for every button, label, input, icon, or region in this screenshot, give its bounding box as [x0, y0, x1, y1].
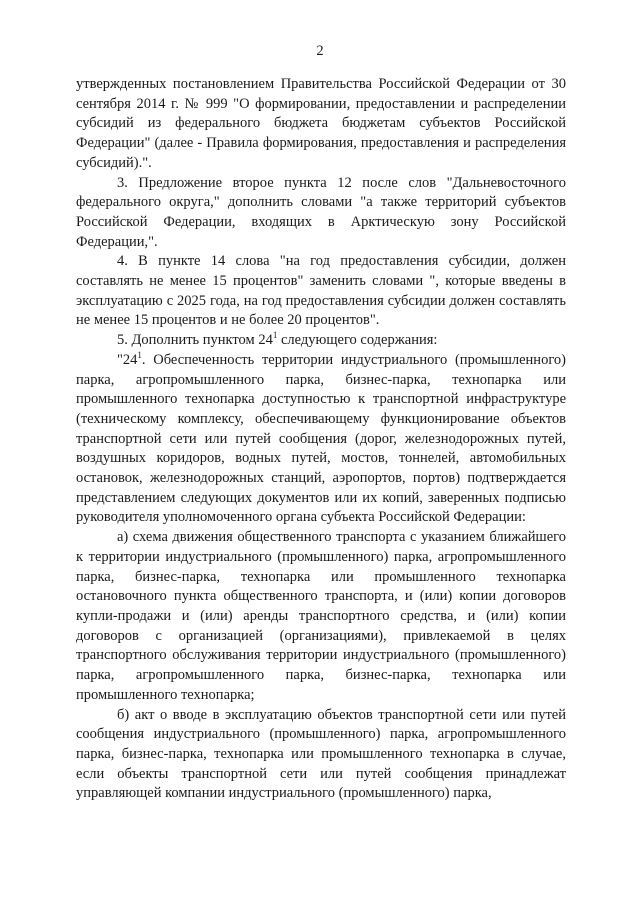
paragraph-subitem-b: б) акт о вводе в эксплуатацию объектов транспортной сети или путей сообщения индустриального (промышленного) парка, агропромышленного парка, бизнес-парка, технопарка или промышленного технопарка в случае, если объекты транспортной сети или путей сообщения принадлежат управляющей компании индустриального (промышленного) парка,: [76, 706, 566, 802]
paragraph-item-5-text-start: 5. Дополнить пунктом 24: [117, 332, 273, 349]
paragraph-item-4: 4. В пункте 14 слова "на год предоставления субсидии, должен составлять не менее 15 процентов" заменить словами ", которые введены в эксплуатацию с 2025 года, на год предоставления субсидии должен составлять не менее 15 процентов и не более 20 процентов".: [76, 253, 566, 329]
page-number: 2: [316, 43, 324, 59]
superscript-one: 1: [272, 330, 278, 341]
paragraph-item-24-1-text-start: "24: [117, 351, 138, 368]
paragraph-continuation: утвержденных постановлением Правительства Российской Федерации от 30 сентября 2014 г. № 999 "О формировании, предоставлении и распределении субсидий из федерального бюджета бюджетам субъектов Российской Федерации" (далее - Правила формирования, предоставления и распределения субсидий).".: [76, 76, 566, 171]
paragraph-subitem-a: а) схема движения общественного транспорта с указанием ближайшего к территории индустриального (промышленного) парка, агропромышленного парка, бизнес-парка, технопарка или промышленного технопарка остановочного пункта общественного транспорта, и (или) копии договоров купли-продажи и (или) аренды транспортного средства, и (или) копии договоров с организацией (организациями), привлекаемой в целях транспортного обслуживания территории индустриального (промышленного) парка, агропромышленного парка, бизнес-парка, технопарка или промышленного технопарка;: [76, 529, 566, 703]
paragraph-item-24-1-text-end: . Обеспеченность территории индустриального (промышленного) парка, агропромышленного парка, бизнес-парка, технопарка или промышленного технопарка доступностью к транспортной инфраструктуре (техническому комплексу, обеспечивающему функционирование объектов транспортной сети или путей сообщения (дорог, железнодорожных путей, воздушных коридоров, водных путей, мостов, тоннелей, автомобильных остановок, железнодорожных станций, аэропортов, портов) подтверждается представлением следующих документов или их копий, заверенных подписью руководителя уполномоченного органа субъекта Российской Федерации:: [76, 351, 566, 526]
paragraph-item-24-1: [76, 351, 566, 528]
paragraph-item-3: 3. Предложение второе пункта 12 после слов "Дальневосточного федерального округа," дополнить словами "а также территорий субъектов Российской Федерации, входящих в Арктическую зону Российской Федерации,".: [76, 174, 566, 250]
superscript-one: 1: [137, 350, 142, 361]
paragraph-item-5: [76, 331, 566, 351]
document-body: [76, 75, 566, 804]
paragraph-item-5-text-end: следующего содержания:: [277, 332, 438, 349]
